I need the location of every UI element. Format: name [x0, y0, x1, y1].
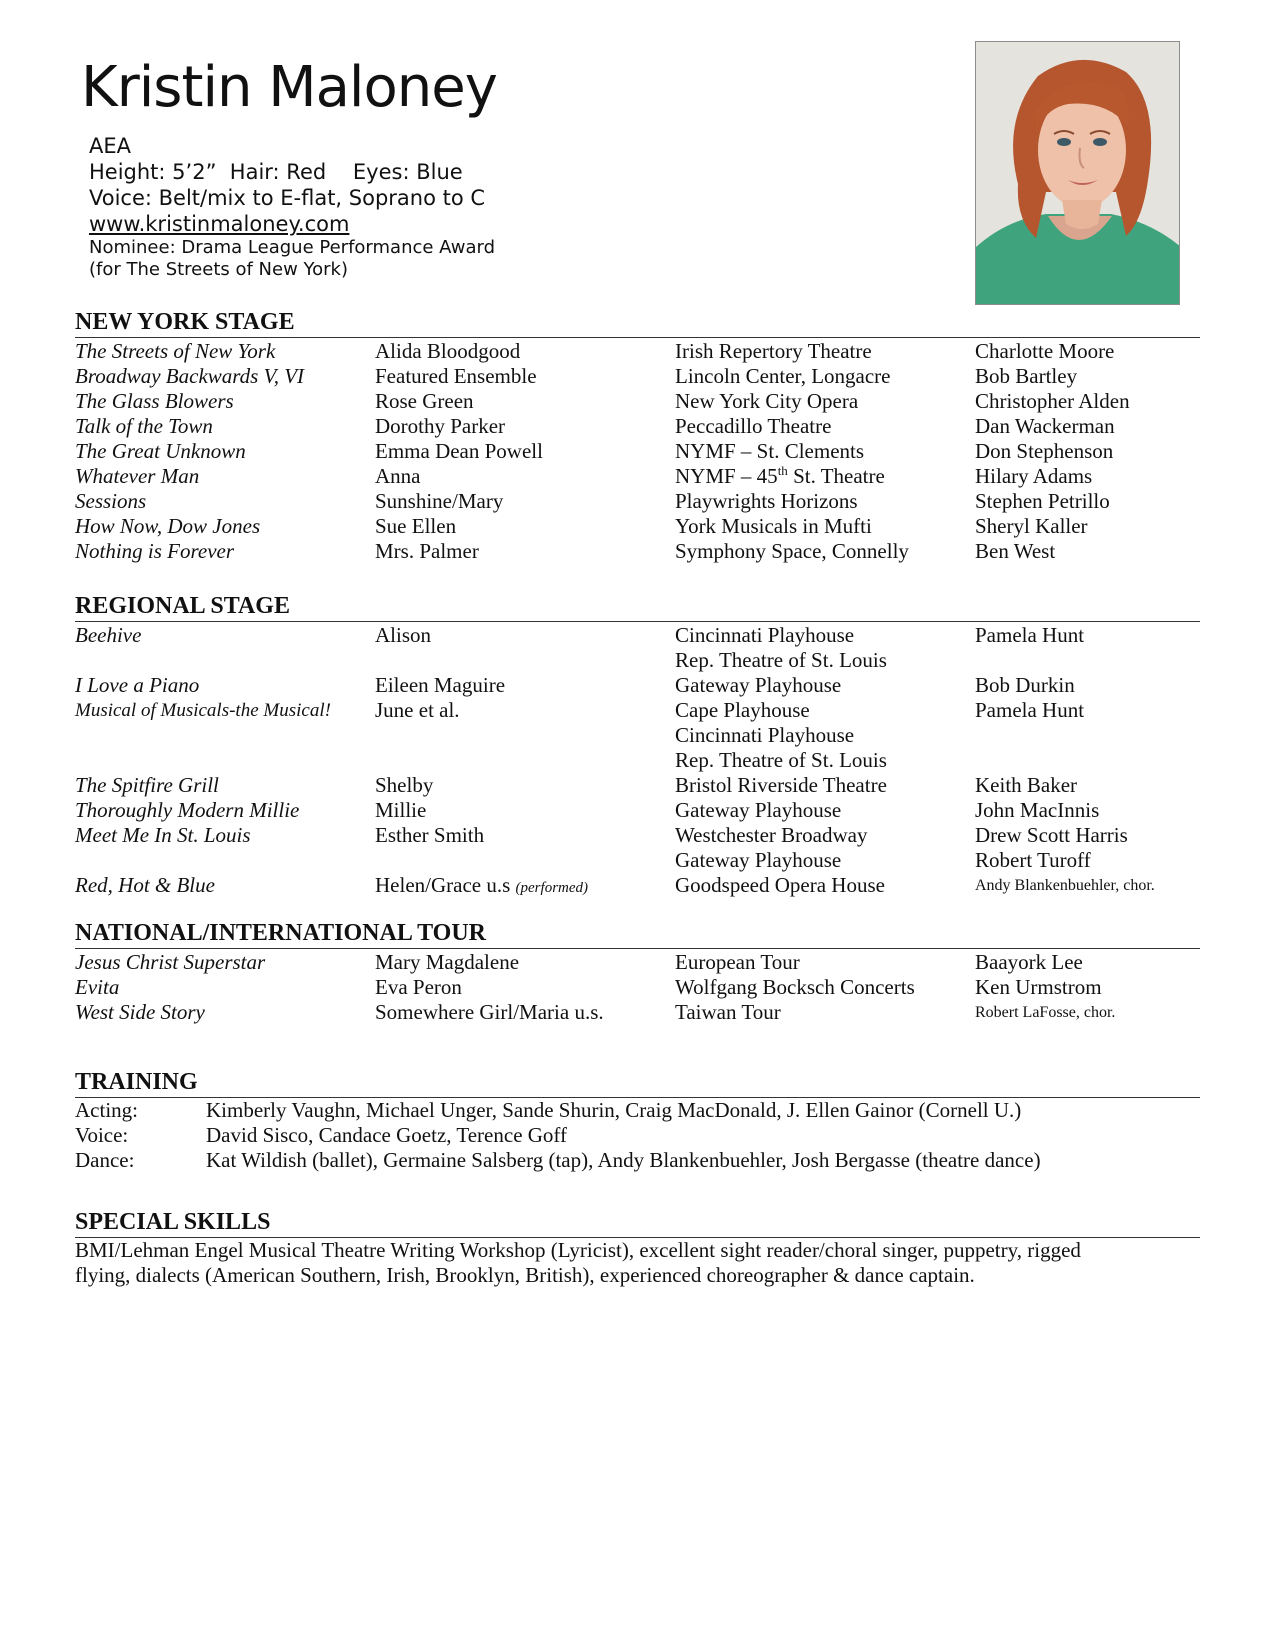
role-name: Helen/Grace u.s — [375, 873, 511, 897]
venue — [675, 464, 975, 489]
credit-row — [75, 673, 1200, 698]
section-title: TRAINING — [75, 1070, 1200, 1098]
venue: Taiwan Tour — [675, 1000, 781, 1024]
training-section — [75, 1070, 1200, 1173]
credit-row — [75, 1000, 1200, 1025]
venue: Wolfgang Bocksch Concerts — [675, 975, 915, 999]
role: Millie — [375, 798, 427, 822]
venue: European Tour — [675, 950, 800, 974]
credit-row — [75, 514, 1200, 539]
skills-line: flying, dialects (American Southern, Irish, Brooklyn, British), experienced choreographer & dance captain. — [75, 1263, 975, 1287]
training-label: Acting: — [75, 1098, 138, 1122]
director: Ben West — [975, 539, 1056, 563]
show-title: Beehive — [75, 623, 142, 647]
role: Esther Smith — [375, 823, 485, 847]
role — [375, 748, 675, 773]
venue: Irish Repertory Theatre — [675, 339, 872, 363]
venue: Rep. Theatre of St. Louis — [675, 748, 887, 772]
show-title: Thoroughly Modern Millie — [75, 798, 300, 822]
director: Pamela Hunt — [975, 623, 1085, 647]
credit-row — [75, 364, 1200, 389]
credit-row — [75, 539, 1200, 564]
show-title: The Glass Blowers — [75, 389, 234, 413]
venue: New York City Opera — [675, 389, 859, 413]
venue: York Musicals in Mufti — [675, 514, 872, 538]
training-row — [75, 1123, 1200, 1148]
credit-row — [75, 723, 1200, 748]
tour-section — [75, 921, 1200, 1025]
skills-text — [75, 1238, 1200, 1288]
show-title: The Spitfire Grill — [75, 773, 219, 797]
show-title: West Side Story — [75, 1000, 205, 1024]
role-note: (performed) — [515, 880, 589, 896]
venue: Bristol Riverside Theatre — [675, 773, 887, 797]
show-title: Musical of Musicals-the Musical! — [75, 700, 331, 721]
director: Christopher Alden — [975, 389, 1130, 413]
credit-row — [75, 648, 1200, 673]
credit-row — [75, 873, 1200, 898]
show-title: Red, Hot & Blue — [75, 873, 215, 897]
credits-table — [75, 623, 1200, 898]
director: Bob Durkin — [975, 673, 1075, 697]
award-nominee: Nominee: Drama League Performance Award — [89, 237, 496, 258]
venue: Westchester Broadway — [675, 823, 868, 847]
venue: Gateway Playhouse — [675, 848, 842, 872]
role: Eileen Maguire — [375, 673, 506, 697]
director: Don Stephenson — [975, 439, 1114, 463]
director — [975, 723, 1200, 748]
credit-row — [75, 339, 1200, 364]
venue: Cincinnati Playhouse — [675, 623, 855, 647]
credits-table — [75, 950, 1200, 1025]
regional-stage-section — [75, 594, 1200, 898]
venue: Cape Playhouse — [675, 698, 810, 722]
venue-part: NYMF – 45 — [675, 464, 778, 488]
director: Drew Scott Harris — [975, 823, 1128, 847]
show-title: Jesus Christ Superstar — [75, 950, 266, 974]
director: Andy Blankenbuehler, chor. — [975, 877, 1155, 894]
training-row — [75, 1148, 1200, 1173]
actor-name: Kristin Maloney — [81, 55, 497, 120]
director: Stephen Petrillo — [975, 489, 1110, 513]
section-title: NATIONAL/INTERNATIONAL TOUR — [75, 921, 1200, 949]
director: Hilary Adams — [975, 464, 1093, 488]
venue: Symphony Space, Connelly — [675, 539, 909, 563]
role: Anna — [375, 464, 421, 488]
role — [375, 848, 675, 873]
header-info — [89, 133, 495, 281]
role — [375, 873, 675, 898]
venue-part-end: St. Theatre — [787, 464, 885, 488]
training-teachers: David Sisco, Candace Goetz, Terence Goff — [206, 1123, 568, 1147]
credit-row — [75, 464, 1200, 489]
venue: Rep. Theatre of St. Louis — [675, 648, 887, 672]
director: Ken Urmstrom — [975, 975, 1102, 999]
role: Emma Dean Powell — [375, 439, 543, 463]
director — [975, 748, 1200, 773]
show-title: Sessions — [75, 489, 147, 513]
training-row — [75, 1098, 1200, 1123]
venue: Cincinnati Playhouse — [675, 723, 855, 747]
venue: Peccadillo Theatre — [675, 414, 832, 438]
director: Pamela Hunt — [975, 698, 1085, 722]
credit-row — [75, 389, 1200, 414]
role — [375, 723, 675, 748]
credit-row — [75, 748, 1200, 773]
credit-row — [75, 773, 1200, 798]
director: Dan Wackerman — [975, 414, 1115, 438]
credit-row — [75, 848, 1200, 873]
section-title: REGIONAL STAGE — [75, 594, 1200, 622]
credit-row — [75, 698, 1200, 723]
venue: Lincoln Center, Longacre — [675, 364, 891, 388]
role: Alida Bloodgood — [375, 339, 521, 363]
show-title: Nothing is Forever — [75, 539, 235, 563]
physical-stats: Height: 5’2” Hair: Red Eyes: Blue — [89, 160, 463, 184]
show-title: I Love a Piano — [75, 673, 200, 697]
venue: Goodspeed Opera House — [675, 873, 885, 897]
credit-row — [75, 623, 1200, 648]
role: Mary Magdalene — [375, 950, 520, 974]
credit-row — [75, 489, 1200, 514]
role: Alison — [375, 623, 432, 647]
training-label: Voice: — [75, 1123, 129, 1147]
role: Mrs. Palmer — [375, 539, 479, 563]
show-title — [75, 848, 375, 873]
show-title: Broadway Backwards V, VI — [75, 364, 305, 388]
section-title: NEW YORK STAGE — [75, 310, 1200, 338]
director: Robert Turoff — [975, 848, 1091, 872]
show-title: How Now, Dow Jones — [75, 514, 261, 538]
credits-table — [75, 339, 1200, 564]
director: Bob Bartley — [975, 364, 1078, 388]
role: Sunshine/Mary — [375, 489, 504, 513]
credit-row — [75, 823, 1200, 848]
role: Shelby — [375, 773, 434, 797]
training-teachers: Kimberly Vaughn, Michael Unger, Sande Shurin, Craig MacDonald, J. Ellen Gainor (Cornell U.) — [206, 1098, 1022, 1122]
headshot-image — [976, 42, 1180, 305]
section-title: SPECIAL SKILLS — [75, 1210, 1200, 1238]
role: Dorothy Parker — [375, 414, 506, 438]
venue: Playwrights Horizons — [675, 489, 858, 513]
show-title: Evita — [75, 975, 120, 999]
headshot-photo — [975, 41, 1180, 305]
training-teachers: Kat Wildish (ballet), Germaine Salsberg (tap), Andy Blankenbuehler, Josh Bergasse (theatre dance) — [206, 1148, 1041, 1172]
voice-range: Voice: Belt/mix to E-flat, Soprano to C — [89, 186, 486, 210]
role: Featured Ensemble — [375, 364, 537, 388]
union-affiliation: AEA — [89, 134, 131, 158]
role: Rose Green — [375, 389, 474, 413]
show-title: Talk of the Town — [75, 414, 213, 438]
director — [975, 648, 1200, 673]
show-title: The Streets of New York — [75, 339, 276, 363]
credit-row — [75, 414, 1200, 439]
credit-row — [75, 950, 1200, 975]
award-nominee-show: (for The Streets of New York) — [89, 259, 349, 280]
venue: Gateway Playhouse — [675, 798, 842, 822]
special-skills-section — [75, 1210, 1200, 1288]
credit-row — [75, 798, 1200, 823]
director: Sheryl Kaller — [975, 514, 1088, 538]
role: June et al. — [375, 698, 460, 722]
role: Eva Peron — [375, 975, 462, 999]
credit-row — [75, 439, 1200, 464]
director: Charlotte Moore — [975, 339, 1115, 363]
director: Robert LaFosse, chor. — [975, 1004, 1116, 1021]
show-title — [75, 748, 375, 773]
role: Somewhere Girl/Maria u.s. — [375, 1000, 604, 1024]
new-york-stage-section — [75, 310, 1200, 564]
venue-ordinal: th — [777, 463, 788, 478]
role — [375, 648, 675, 673]
director: Baayork Lee — [975, 950, 1083, 974]
training-label: Dance: — [75, 1148, 135, 1172]
venue: Gateway Playhouse — [675, 673, 842, 697]
venue: NYMF – St. Clements — [675, 439, 865, 463]
director: Keith Baker — [975, 773, 1078, 797]
show-title: Whatever Man — [75, 464, 200, 488]
director: John MacInnis — [975, 798, 1100, 822]
credit-row — [75, 975, 1200, 1000]
show-title: Meet Me In St. Louis — [75, 823, 251, 847]
skills-line: BMI/Lehman Engel Musical Theatre Writing Workshop (Lyricist), excellent sight reader/choral singer, puppetry, rigged — [75, 1238, 1081, 1262]
show-title: The Great Unknown — [75, 439, 246, 463]
website-link[interactable]: www.kristinmaloney.com — [89, 212, 350, 236]
role: Sue Ellen — [375, 514, 457, 538]
show-title — [75, 648, 375, 673]
show-title — [75, 723, 375, 748]
training-list — [75, 1098, 1200, 1173]
